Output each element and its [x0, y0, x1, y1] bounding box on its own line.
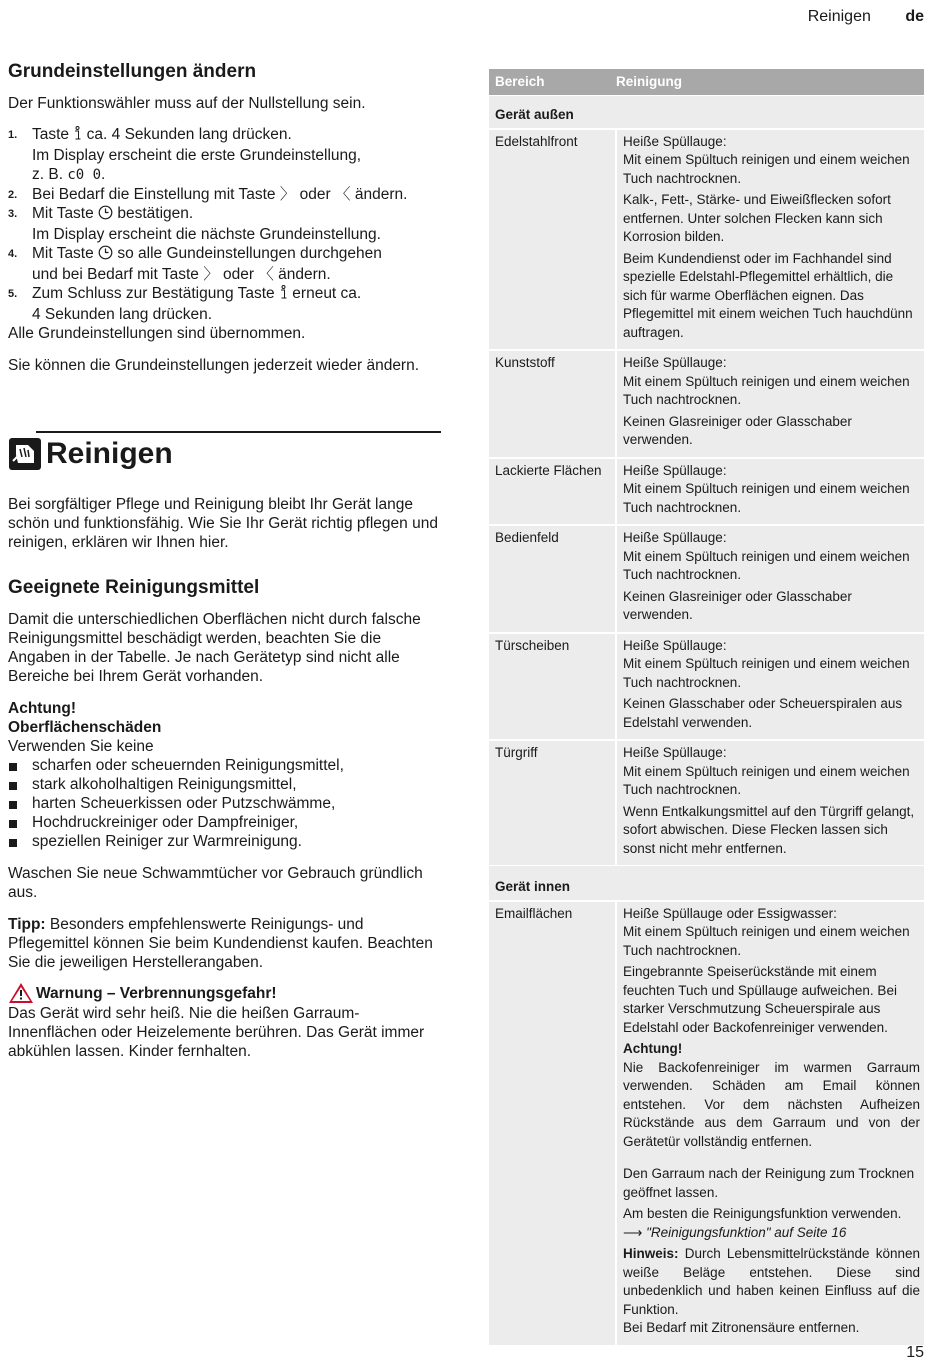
- table-cell-area: Edelstahlfront: [489, 130, 615, 350]
- heading-rule: [36, 431, 441, 433]
- table-row: [489, 739, 924, 865]
- settings-title: Grundeinstellungen ändern: [8, 61, 257, 82]
- settings-note: Sie können die Grundeinstellungen jederzeit wieder ändern.: [8, 357, 420, 374]
- step-4: 4. Mit Taste so alle Gundeinstellungen durchgehen und bei Bedarf mit Taste 〉 oder 〈 ändern.: [8, 245, 382, 283]
- list-item: speziellen Reiniger zur Warmreinigung.: [8, 832, 440, 851]
- left-column: [8, 60, 440, 1061]
- table-cell-area: Türscheiben: [489, 634, 615, 740]
- table-header-cleaning: Reinigung: [616, 73, 682, 89]
- use-none-text: Verwenden Sie keine: [8, 738, 154, 755]
- mittel-text: Damit die unterschiedlichen Oberflächen nicht durch falsche Reinigungsmittel beschädigt werden, beachten Sie die Angaben in der Tabelle. Je nach Gerätetyp sind nicht alle Bereiche bei Ihrem Gerät vorhanden.: [8, 611, 421, 685]
- cleaning-table: [489, 69, 924, 1345]
- step-5: 5. Zum Schluss zur Bestätigung Taste erneut ca. 4 Sekunden lang drücken.: [8, 285, 362, 323]
- table-cell-area: Emailflächen: [489, 902, 615, 1345]
- chevron-right-icon: 〉: [279, 186, 296, 203]
- table-row: [489, 524, 924, 632]
- chevron-left-icon: 〈: [335, 186, 351, 203]
- table-cell-area: Lackierte Flächen: [489, 459, 615, 525]
- table-cell-area: Bedienfeld: [489, 526, 615, 632]
- table-row: [489, 349, 924, 457]
- table-cell-cleaning: Heiße Spüllauge: Mit einem Spültuch reinigen und einem weichen Tuch nachtrocknen. Kalk-, Fett-, Stärke- und Eiweißflecken sofort entfernen. Unter solchen Flecken kann sich Korrosion bilden. Beim Kundendienst oder im Fachhandel sind spezielle Edelstahl-Pflegemittel erhältlich, die sich für warme Oberflächen eignen. Das Pflegemittel mit einem weichen Tuch hauchdünn auftragen.: [617, 130, 924, 350]
- step-2: 2. Bei Bedarf die Einstellung mit Taste 〉 oder 〈 ändern.: [8, 186, 408, 203]
- chevron-left-icon: 〈: [258, 266, 274, 283]
- settings-steps: [8, 125, 440, 324]
- table-cell-cleaning: Heiße Spüllauge: Mit einem Spültuch reinigen und einem weichen Tuch nachtrocknen. Keinen Glasreiniger oder Glasschaber verwenden.: [617, 526, 924, 632]
- table-cell-area: Türgriff: [489, 741, 615, 865]
- table-header: [489, 69, 924, 95]
- mittel-title: Geeignete Reinigungsmittel: [8, 577, 260, 598]
- chevron-right-icon: 〉: [203, 266, 219, 283]
- page-header: [808, 8, 924, 26]
- list-item: harten Scheuerkissen oder Putzschwämme,: [8, 794, 440, 813]
- table-cell-cleaning: Heiße Spüllauge: Mit einem Spültuch reinigen und einem weichen Tuch nachtrocknen. Keinen Glasschaber oder Scheuerspiralen aus Edelstahl verwenden.: [617, 634, 924, 740]
- warning-heading: [8, 982, 440, 1004]
- step-1: 1. Taste ca. 4 Sekunden lang drücken. Im Display erscheint die erste Grundeinstellung, z. B. c0 0.: [8, 126, 362, 183]
- settings-done: Alle Grundeinstellungen sind übernommen.: [8, 325, 306, 342]
- arrow-right-icon: ⟶: [623, 1224, 647, 1240]
- tipp-text: Tipp: Besonders empfehlenswerte Reinigungs- und Pflegemittel können Sie beim Kundendienst kaufen. Beachten Sie die jeweiligen Herstellerangaben.: [8, 916, 433, 971]
- table-row: [489, 128, 924, 350]
- settings-intro: Der Funktionswähler muss auf der Nullstellung sein.: [8, 95, 366, 112]
- table-cell-area: Kunststoff: [489, 351, 615, 457]
- warning-triangle-icon: [8, 982, 34, 1004]
- page-reference[interactable]: "Reinigungsfunktion" auf Seite 16: [646, 1224, 847, 1240]
- step-3: 3. Mit Taste bestätigen. Im Display erscheint die nächste Grundeinstellung.: [8, 205, 381, 243]
- reinigen-heading: Reinigen: [46, 437, 173, 470]
- list-item: Hochdruckreiniger oder Dampfreiniger,: [8, 813, 440, 832]
- reinigen-heading-block: [8, 431, 440, 485]
- warning-text: Das Gerät wird sehr heiß. Nie die heißen Garraum-Innenflächen oder Heizelemente berühren. Das Gerät immer abkühlen lassen. Kinder fernhalten.: [8, 1005, 425, 1060]
- info-key-icon: [73, 126, 82, 146]
- table-header-area: Bereich: [495, 73, 545, 89]
- list-item: stark alkoholhaltigen Reinigungsmittel,: [8, 775, 440, 794]
- header-language: de: [905, 8, 924, 25]
- table-row: [489, 632, 924, 740]
- oberflaechen-label: Oberflächenschäden: [8, 719, 162, 736]
- wash-text: Waschen Sie neue Schwammtücher vor Gebrauch gründlich aus.: [8, 865, 423, 901]
- page-number: 15: [906, 1344, 924, 1361]
- warning-title: Warnung – Verbrennungsgefahr!: [36, 984, 277, 1002]
- header-section: Reinigen: [807, 8, 871, 25]
- table-cell-cleaning: Heiße Spüllauge oder Essigwasser: Mit einem Spültuch reinigen und einem weichen Tuch nachtrocknen. Eingebrannte Speiserückstände mit einem feuchten Tuch und Spüllauge aufweichen. Bei starker Verschmutzung Scheuerspirale aus Edelstahl oder Backofenreiniger verwenden. Achtung! Nie Backofenreiniger im warmen Garraum verwenden. Schäden am Email können entstehen. Vor dem nächsten Aufheizen Rückstände aus dem Garraum und von der Gerätetür vollständig entfernen. Den Garraum nach der Reinigung zum Trocknen geöffnet lassen. Am besten die Reinigungsfunktion verwenden. ⟶ "Reinigungsfunktion" auf Seite 16 Hinweis: Durch Lebensmittelrückstände können weiße Beläge entstehen. Diese sind unbedenklich und haben keinen Einfluss auf die Funktion. Bei Bedarf mit Zitronensäure entfernen.: [617, 902, 924, 1345]
- list-item: scharfen oder scheuernden Reinigungsmittel,: [8, 756, 440, 775]
- table-row: [489, 900, 924, 1345]
- info-key-icon: [279, 285, 288, 305]
- table-section-inside: Gerät innen: [489, 865, 924, 900]
- clock-icon: [98, 205, 113, 225]
- table-cell-cleaning: Heiße Spüllauge: Mit einem Spültuch reinigen und einem weichen Tuch nachtrocknen.: [617, 459, 924, 525]
- table-cell-cleaning: Heiße Spüllauge: Mit einem Spültuch reinigen und einem weichen Tuch nachtrocknen. Keinen Glasreiniger oder Glasschaber verwenden.: [617, 351, 924, 457]
- table-cell-cleaning: Heiße Spüllauge: Mit einem Spültuch reinigen und einem weichen Tuch nachtrocknen. Wenn Entkalkungsmittel auf den Türgriff gelangt, sofort abwischen. Diese Flecken lassen sich sonst nicht mehr entfernen.: [617, 741, 924, 865]
- table-row: [489, 457, 924, 525]
- bullet-list: [8, 756, 440, 851]
- cleaning-hand-icon: [8, 437, 42, 471]
- display-code: c0 0: [67, 167, 102, 183]
- reinigen-intro: Bei sorgfältiger Pflege und Reinigung bleibt Ihr Gerät lange schön und funktionsfähig. Wie Sie Ihr Gerät richtig pflegen und reinigen, erklären wir Ihnen hier.: [8, 496, 438, 551]
- table-section-outside: Gerät außen: [489, 95, 924, 128]
- clock-icon: [98, 245, 113, 265]
- achtung-label: Achtung!: [8, 700, 77, 717]
